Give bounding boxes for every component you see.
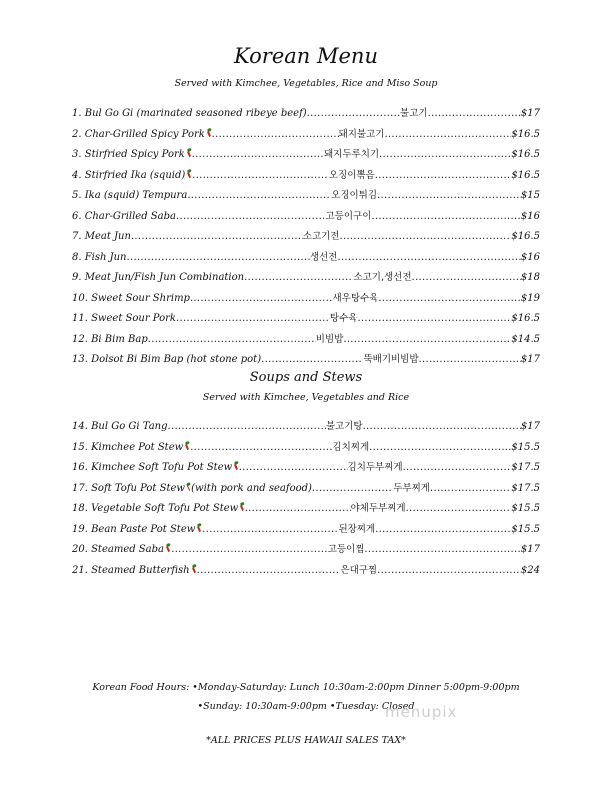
leader-dots	[419, 354, 521, 365]
menu-item-korean: 고등이찜	[327, 544, 365, 555]
menu-item	[72, 269, 540, 290]
leader-dots	[430, 483, 511, 494]
menu-item-korean: 소고기,생선전	[353, 272, 412, 283]
leader-dots	[403, 462, 512, 473]
leader-dots	[363, 421, 521, 432]
chili-pepper-icon	[207, 130, 211, 136]
menu-item-korean: 불고기탕	[325, 421, 363, 432]
leader-dots	[176, 211, 326, 222]
chili-pepper-icon	[191, 566, 195, 572]
main-menu-list	[72, 105, 540, 372]
menu-item-korean: 두부찌게	[393, 482, 430, 494]
menu-item-korean: 김치찌게	[332, 441, 370, 453]
leader-dots	[239, 462, 348, 473]
menu-item-korean: 김치두부찌게	[347, 462, 403, 473]
menu-item-korean: 새우탕수육	[332, 292, 379, 304]
menu-item-name: 3. Stirfried Spicy Pork	[72, 149, 185, 160]
menu-item-price: $15.5	[511, 441, 540, 453]
menu-item-price: $17.5	[511, 482, 540, 494]
leader-dots	[261, 354, 363, 365]
menu-item-korean: 돼지두루치기	[323, 149, 380, 160]
leader-dots	[197, 565, 341, 576]
leader-dots	[171, 544, 327, 555]
menu-item-price: $17	[520, 108, 541, 119]
menu-item-price: $14.5	[511, 333, 540, 345]
menu-item	[72, 459, 540, 480]
menu-item-korean: 야체두부찌게	[350, 503, 406, 514]
menu-item-price: $16.5	[511, 169, 540, 181]
menu-title: Korean Menu	[234, 44, 378, 68]
leader-dots	[384, 129, 511, 140]
menu-item-price: $19	[520, 292, 540, 304]
menu-item	[72, 146, 540, 167]
leader-dots	[369, 442, 511, 453]
menu-item-price: $17	[520, 544, 540, 555]
menu-item	[72, 126, 540, 147]
leader-dots	[212, 129, 339, 140]
leader-dots	[190, 442, 332, 453]
chili-pepper-icon	[197, 525, 201, 531]
menu-item-korean: 불고기	[400, 108, 428, 119]
menu-item-korean: 생선전	[309, 251, 338, 263]
menu-item-price: $16.5	[511, 128, 540, 140]
menu-item	[72, 439, 540, 460]
leader-dots	[307, 108, 400, 119]
soups-subtitle: Served with Kimchee, Vegetables and Rice	[202, 392, 410, 403]
leader-dots	[337, 252, 520, 263]
menu-item-name: 16. Kimchee Soft Tofu Pot Stew	[72, 462, 233, 473]
menu-item-name: 20. Steamed Saba	[72, 544, 164, 555]
menu-item-korean: 탕수육	[329, 313, 358, 324]
menu-item-price: $16.5	[511, 231, 540, 242]
menu-subtitle: Served with Kimchee, Vegetables, Rice and Miso Soup	[174, 78, 438, 89]
menu-item-name: 13. Dolsot Bi Bim Bap (hot stone pot)	[72, 354, 262, 365]
menu-item-name: 18. Vegetable Soft Tofu Pot Stew	[72, 503, 239, 514]
chili-pepper-icon	[234, 464, 238, 470]
leader-dots	[375, 524, 511, 535]
menu-item-price: $17.5	[511, 462, 540, 473]
menu-item-name: 11. Sweet Sour Pork	[72, 313, 176, 324]
chili-pepper-icon	[187, 485, 191, 491]
menu-item-name: 10. Sweet Sour Shrimp	[72, 292, 190, 304]
leader-dots	[244, 272, 353, 283]
chili-pepper-icon	[166, 546, 171, 552]
menu-item-price: $17	[520, 421, 540, 432]
menu-item-name: 21. Steamed Butterfish	[72, 564, 190, 576]
leader-dots	[176, 313, 330, 324]
menu-item-korean: 비빔밥	[315, 333, 344, 345]
menu-item	[72, 228, 540, 249]
menu-item	[72, 331, 540, 352]
menu-item	[72, 521, 540, 542]
menu-item-price: $16	[520, 251, 540, 263]
menu-item-price: $15.5	[511, 523, 541, 535]
menu-item	[72, 310, 540, 331]
menu-item-name: 4. Stirfried Ika (squid)	[72, 169, 186, 181]
menu-item-name: 8. Fish Jun	[72, 251, 127, 263]
tax-note: *ALL PRICES PLUS HAWAII SALES TAX*	[206, 735, 406, 746]
chili-pepper-icon	[240, 505, 244, 511]
menu-item	[72, 418, 540, 439]
menu-item-note: (with pork and seafood)	[191, 482, 312, 494]
menu-item-price: $16.5	[511, 313, 540, 324]
menu-item	[72, 208, 540, 229]
leader-dots	[190, 293, 333, 304]
chili-pepper-icon	[185, 443, 189, 449]
leader-dots	[148, 334, 316, 345]
leader-dots	[192, 170, 329, 181]
leader-dots	[379, 149, 511, 160]
leader-dots	[168, 421, 326, 432]
leader-dots	[192, 149, 324, 160]
menu-item-name: 6. Char-Grilled Saba	[72, 210, 176, 222]
leader-dots	[377, 565, 521, 576]
leader-dots	[371, 211, 521, 222]
leader-dots	[428, 108, 521, 119]
menu-item-price: $16.5	[511, 149, 540, 160]
menu-item	[72, 105, 540, 126]
menu-item-name: 15. Kimchee Pot Stew	[72, 441, 184, 453]
menu-item-korean: 오징이튀김	[331, 190, 378, 201]
leader-dots	[245, 503, 351, 514]
menu-item-name: 5. Ika (squid) Tempura	[72, 190, 188, 201]
soups-title: Soups and Stews	[249, 370, 363, 385]
leader-dots	[377, 190, 521, 201]
menu-item-price: $18	[520, 272, 540, 283]
menu-item	[72, 290, 540, 311]
leader-dots	[375, 170, 512, 181]
leader-dots	[364, 544, 520, 555]
menu-item-price: $17	[520, 354, 540, 365]
menu-item-price: $16	[520, 210, 540, 222]
menu-item-korean: 된장찌게	[338, 523, 376, 535]
menu-item-name: 19. Bean Paste Pot Stew	[72, 523, 196, 535]
menu-item-price: $15	[520, 190, 540, 201]
menu-item-name: 14. Bul Go Gi Tang	[72, 421, 168, 432]
chili-pepper-icon	[187, 151, 191, 157]
menu-item-price: $24	[520, 564, 540, 576]
menu-item-korean: 소고기전	[302, 231, 340, 242]
menu-item	[72, 480, 540, 501]
menu-item-name: 17. Soft Tofu Pot Stew	[72, 482, 185, 494]
menu-item	[72, 500, 540, 521]
menu-item	[72, 187, 540, 208]
menu-item-name: 7. Meat Jun	[72, 231, 131, 242]
menu-item-name: 9. Meat Jun/Fish Jun Combination	[72, 272, 245, 283]
menu-item-price: $15.5	[511, 503, 540, 514]
leader-dots	[406, 503, 512, 514]
menu-item-korean: 고등이구이	[325, 210, 372, 222]
leader-dots	[340, 231, 512, 242]
leader-dots	[131, 231, 303, 242]
menu-item-korean: 은대구찜	[340, 564, 378, 576]
leader-dots	[312, 483, 393, 494]
menu-item-name: 12. Bi Bim Bap	[72, 333, 148, 345]
menu-item-name: 2. Char-Grilled Spicy Pork	[72, 128, 205, 140]
hours-line-1: Korean Food Hours: •Monday-Saturday: Lunch 10:30am-2:00pm Dinner 5:00pm-9:00pm	[92, 682, 520, 693]
leader-dots	[343, 334, 511, 345]
menu-item	[72, 541, 540, 562]
chili-pepper-icon	[187, 171, 191, 177]
menupix-watermark: menupix	[385, 703, 458, 721]
leader-dots	[378, 293, 521, 304]
menu-item-name: 1. Bul Go Gi (marinated seasoned ribeye beef)	[72, 108, 307, 119]
menu-item	[72, 167, 540, 188]
menu-item	[72, 351, 540, 372]
leader-dots	[412, 272, 521, 283]
leader-dots	[127, 252, 310, 263]
leader-dots	[202, 524, 338, 535]
menu-item	[72, 562, 540, 583]
leader-dots	[357, 313, 511, 324]
hours-line-2: •Sunday: 10:30am-9:00pm •Tuesday: Closed	[197, 701, 415, 712]
menu-item-korean: 오징이뽂음	[328, 169, 375, 181]
menu-item-korean: 돼지불고기	[338, 128, 385, 140]
soups-menu-list	[72, 418, 540, 582]
menu-item	[72, 249, 540, 270]
leader-dots	[187, 190, 331, 201]
menu-item-korean: 뚝배기비빔밥	[363, 354, 419, 365]
